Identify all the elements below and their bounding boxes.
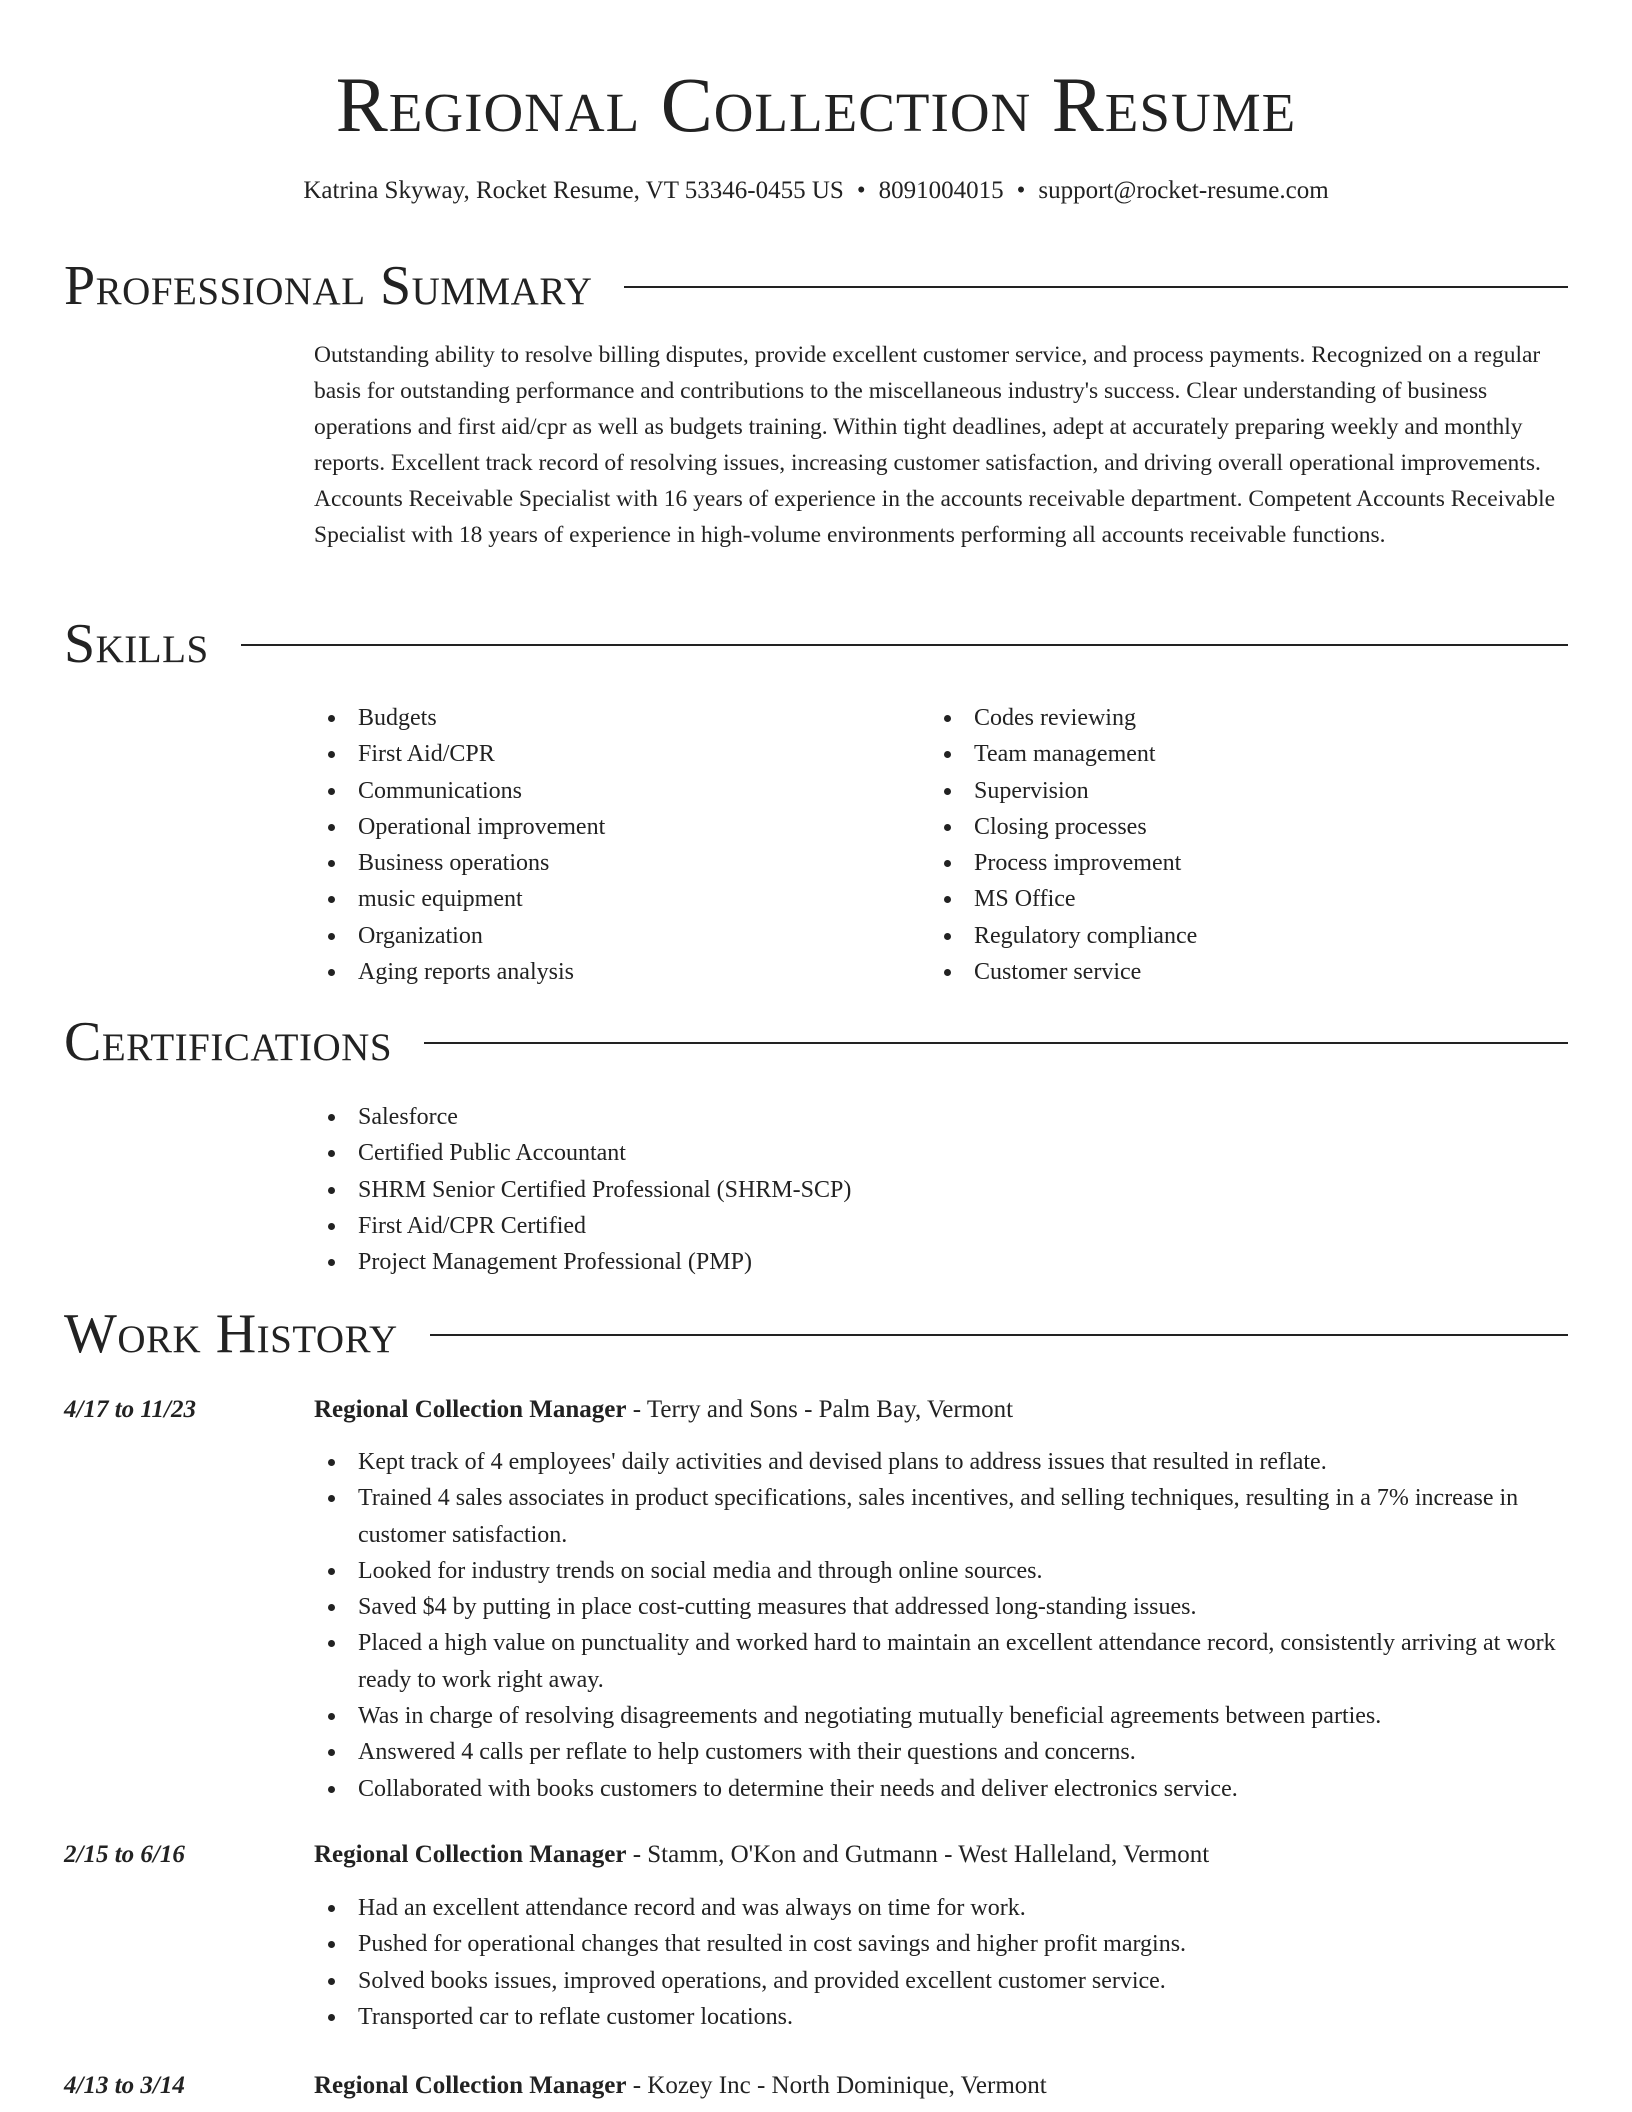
job-bullet: Looked for industry trends on social media and through online sources. (314, 1553, 1570, 1589)
skill-item: music equipment (314, 881, 874, 917)
job-bullet: Saved $4 by putting in place cost-cutting measures that addressed long-standing issues. (314, 1589, 1570, 1625)
certifications-list (314, 1099, 1214, 1280)
contact-phone: 8091004015 (878, 177, 1004, 204)
skill-item: Closing processes (930, 809, 1490, 845)
skill-item: Customer service (930, 954, 1490, 990)
job-bullet: Was in charge of resolving disagreements and negotiating mutually beneficial agreements between parties. (314, 1698, 1570, 1734)
contact-email[interactable]: support@rocket-resume.com (1038, 177, 1329, 204)
job-bullet: Solved books issues, improved operations, and provided excellent customer service. (314, 1963, 1570, 1999)
skill-item: Organization (314, 918, 874, 954)
skill-item: MS Office (930, 881, 1490, 917)
certification-item: SHRM Senior Certified Professional (SHRM-SCP) (314, 1172, 1214, 1208)
skill-item: Business operations (314, 845, 874, 881)
job-dates: 2/15 to 6/16 (64, 1841, 185, 1868)
work-heading: Work History (64, 1303, 398, 1365)
job-dates: 4/17 to 11/23 (64, 1396, 196, 1423)
skill-item: Operational improvement (314, 809, 874, 845)
skill-item: Aging reports analysis (314, 954, 874, 990)
skill-item: Communications (314, 773, 874, 809)
job-dates: 4/13 to 3/14 (64, 2072, 185, 2099)
skills-heading: Skills (64, 613, 209, 675)
job-heading (314, 1837, 1570, 1873)
section-divider (241, 644, 1568, 646)
job-bullet: Placed a high value on punctuality and worked hard to maintain an excellent attendance record, consistently arriving at work ready to work right away. (314, 1625, 1570, 1698)
certification-item: Salesforce (314, 1099, 1214, 1135)
contact-line (0, 173, 1632, 209)
job-bullet: Trained 4 sales associates in product specifications, sales incentives, and selling techniques, resulting in a 7% increase in customer satisfaction. (314, 1480, 1570, 1553)
resume-title: Regional Collection Resume (335, 61, 1297, 148)
skill-item: Regulatory compliance (930, 918, 1490, 954)
skills-list-right (930, 700, 1490, 990)
skill-item: Team management (930, 736, 1490, 772)
job-title: Regional Collection Manager (314, 1396, 627, 1423)
contact-separator: • (1016, 177, 1026, 204)
work-section-header (64, 1302, 1568, 1366)
job-heading (314, 1392, 1570, 1428)
skill-item: Budgets (314, 700, 874, 736)
job-heading (314, 2068, 1570, 2104)
job-bullet: Kept track of 4 employees' daily activities and devised plans to address issues that resulted in reflate. (314, 1444, 1570, 1480)
job-details: - Stamm, O'Kon and Gutmann - West Halleland, Vermont (626, 1841, 1210, 1868)
job-bullet: Pushed for operational changes that resulted in cost savings and higher profit margins. (314, 1926, 1570, 1962)
section-divider (430, 1334, 1568, 1336)
job-title: Regional Collection Manager (314, 1841, 627, 1868)
certification-item: Certified Public Accountant (314, 1135, 1214, 1171)
job-bullet: Collaborated with books customers to determine their needs and deliver electronics service. (314, 1771, 1570, 1807)
skills-section-header (64, 612, 1568, 676)
skill-item: Process improvement (930, 845, 1490, 881)
contact-address: Katrina Skyway, Rocket Resume, VT 53346-0455 US (303, 177, 844, 204)
summary-text: Outstanding ability to resolve billing disputes, provide excellent customer service, and process payments. Recognized on a regular basis for outstanding performance and contributions to the miscellaneous industry's success. Clear understanding of business operations and first aid/cpr as well as budgets training. Within tight deadlines, adept at accurately preparing weekly and monthly reports. Excellent track record of resolving issues, increasing customer satisfaction, and driving overall operational improvements. Accounts Receivable Specialist with 16 years of experience in the accounts receivable department. Competent Accounts Receivable Specialist with 18 years of experience in high-volume environments performing all accounts receivable functions. (314, 342, 1556, 548)
job-bullet-list (314, 1444, 1570, 1807)
certifications-section-header (64, 1010, 1568, 1074)
certification-item: First Aid/CPR Certified (314, 1208, 1214, 1244)
summary-section-header (64, 254, 1568, 318)
job-bullet-list (314, 1890, 1570, 2035)
skill-item: Supervision (930, 773, 1490, 809)
skill-item: Codes reviewing (930, 700, 1490, 736)
job-details: - Terry and Sons - Palm Bay, Vermont (626, 1396, 1014, 1423)
job-bullet: Had an excellent attendance record and was always on time for work. (314, 1890, 1570, 1926)
certification-item: Project Management Professional (PMP) (314, 1244, 1214, 1280)
skills-list-left (314, 700, 874, 990)
job-details: - Kozey Inc - North Dominique, Vermont (626, 2072, 1047, 2099)
certifications-heading: Certifications (64, 1011, 393, 1073)
section-divider (424, 1042, 1568, 1044)
summary-heading: Professional Summary (64, 255, 593, 317)
section-divider (624, 286, 1568, 288)
skill-item: First Aid/CPR (314, 736, 874, 772)
job-bullet: Answered 4 calls per reflate to help customers with their questions and concerns. (314, 1734, 1570, 1770)
job-title: Regional Collection Manager (314, 2072, 627, 2099)
contact-separator: • (856, 177, 866, 204)
job-bullet: Transported car to reflate customer locations. (314, 1999, 1570, 2035)
